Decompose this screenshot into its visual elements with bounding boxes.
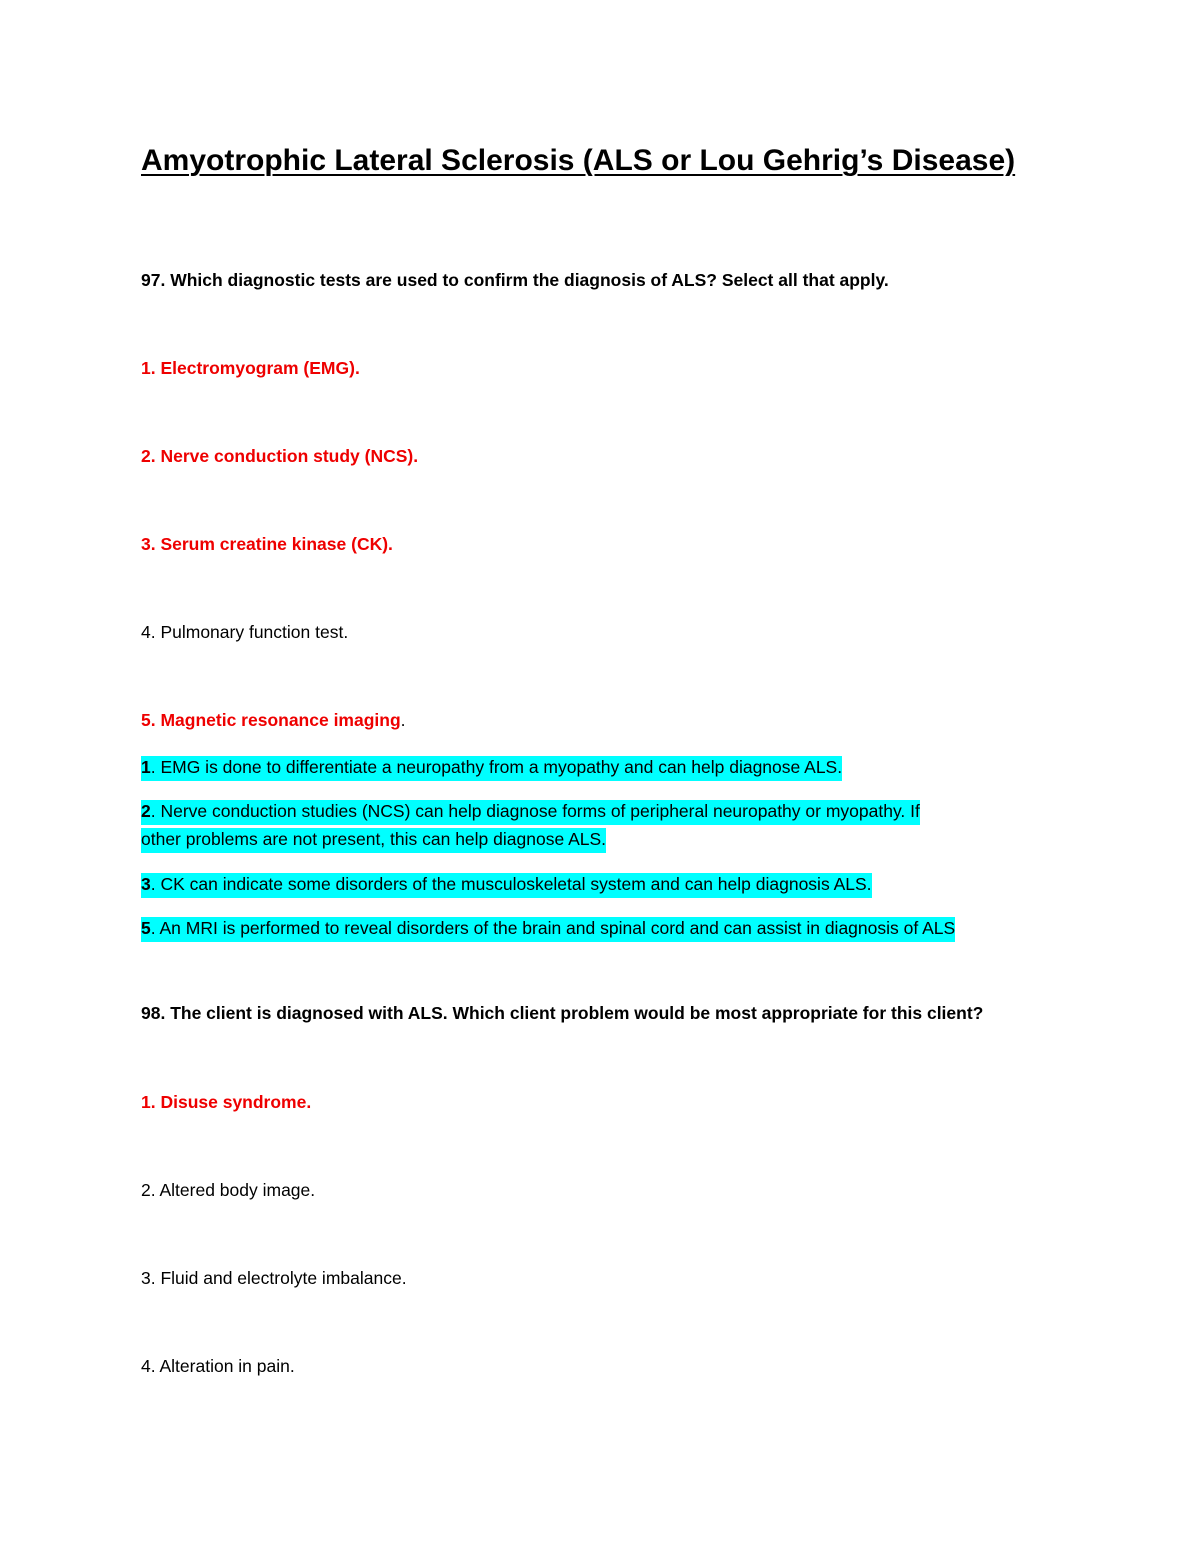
rationale-text: . EMG is done to differentiate a neuropathy from a myopathy and can help diagnose ALS. bbox=[150, 757, 843, 777]
q97-option-5-text: 5. Magnetic resonance imaging bbox=[141, 710, 401, 730]
q98-option-4: 4. Alteration in pain. bbox=[141, 1356, 295, 1376]
q97-option-2: 2. Nerve conduction study (NCS). bbox=[141, 446, 419, 466]
rationale-5 bbox=[141, 917, 955, 942]
rationale-1 bbox=[141, 756, 842, 781]
rationale-number: 2 bbox=[141, 801, 151, 821]
q97-option-1: 1. Electromyogram (EMG). bbox=[141, 358, 360, 378]
rationale-number: 1 bbox=[141, 757, 151, 777]
q98-option-3: 3. Fluid and electrolyte imbalance. bbox=[141, 1268, 407, 1288]
rationale-text: . CK can indicate some disorders of the musculoskeletal system and can help diagnosis ALS. bbox=[150, 874, 872, 894]
q97-option-4: 4. Pulmonary function test. bbox=[141, 622, 349, 642]
rationale-3 bbox=[141, 873, 872, 898]
q97-option-3: 3. Serum creatine kinase (CK). bbox=[141, 534, 393, 554]
question-97: 97. Which diagnostic tests are used to confirm the diagnosis of ALS? Select all that apply. bbox=[141, 270, 889, 290]
rationale-number: 5 bbox=[141, 918, 151, 938]
rationale-2 bbox=[141, 800, 920, 825]
rationale-number: 3 bbox=[141, 874, 151, 894]
page-title: Amyotrophic Lateral Sclerosis (ALS or Lou Gehrig’s Disease) bbox=[141, 144, 1016, 177]
rationale-text: . Nerve conduction studies (NCS) can help diagnose forms of peripheral neuropathy or myopathy. If bbox=[150, 801, 920, 821]
q98-option-1: 1. Disuse syndrome. bbox=[141, 1092, 312, 1112]
q97-option-5-period: . bbox=[400, 710, 406, 730]
q97-option-5 bbox=[141, 712, 406, 730]
rationale-2-continued: other problems are not present, this can help diagnose ALS. bbox=[141, 828, 606, 853]
q98-option-2: 2. Altered body image. bbox=[141, 1180, 316, 1200]
question-98: 98. The client is diagnosed with ALS. Which client problem would be most appropriate for this client? bbox=[141, 1003, 984, 1023]
rationale-text: . An MRI is performed to reveal disorders of the brain and spinal cord and can assist in diagnosis of ALS bbox=[150, 918, 956, 938]
